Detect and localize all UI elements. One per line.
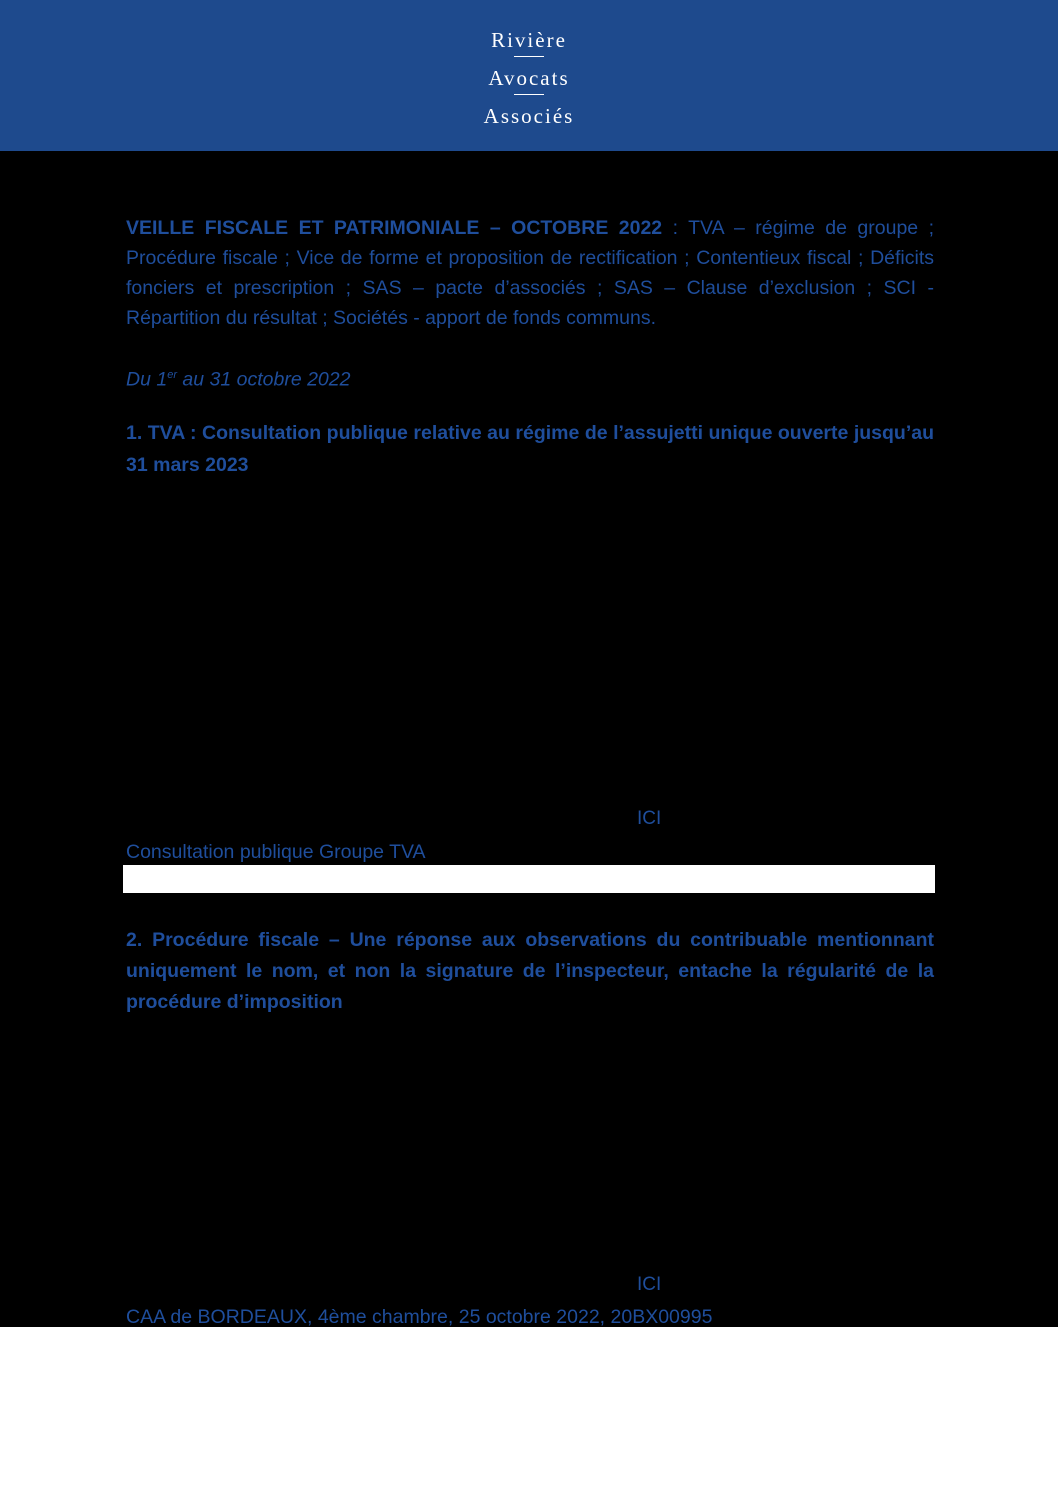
logo-divider — [514, 56, 544, 57]
newsletter-title: VEILLE FISCALE ET PATRIMONIALE – OCTOBRE 2022 — [126, 217, 663, 239]
newsletter-topics: : TVA – régime de groupe ; Procédure fiscale ; Vice de forme et proposition de rectification ; Contentieux fiscal ; Déficits fonciers et prescription ; SAS – pacte d’associés ; SAS – Clause d’exclusion ; SCI - Répartition du résultat ; Sociétés - apport de fonds communs. — [126, 217, 934, 329]
section1-source: Consultation publique Groupe TVA — [126, 841, 426, 863]
intro-paragraph — [126, 213, 934, 333]
logo-line-3: Associés — [483, 104, 575, 128]
logo-divider — [514, 94, 544, 95]
section2-link[interactable]: ICI — [637, 1274, 662, 1295]
white-bar — [123, 865, 935, 893]
section2-source: CAA de BORDEAUX, 4ème chambre, 25 octobre 2022, 20BX00995 — [126, 1306, 713, 1328]
section1-link[interactable]: ICI — [637, 808, 662, 829]
period-line: Du 1er au 31 octobre 2022 — [126, 368, 351, 391]
section2-heading: 2. Procédure fiscale – Une réponse aux observations du contribuable mentionnant uniquement le nom, et non la signature de l’inspecteur, entache la régularité de la procédure d’imposition — [126, 929, 934, 1013]
section1-heading: 1. TVA : Consultation publique relative au régime de l’assujetti unique ouverte jusqu’au 31 mars 2023 — [126, 422, 934, 476]
logo-line-1: Rivière — [491, 28, 567, 52]
firm-logo — [0, 26, 1058, 130]
header-banner — [0, 0, 1058, 151]
logo-line-2: Avocats — [488, 66, 570, 90]
